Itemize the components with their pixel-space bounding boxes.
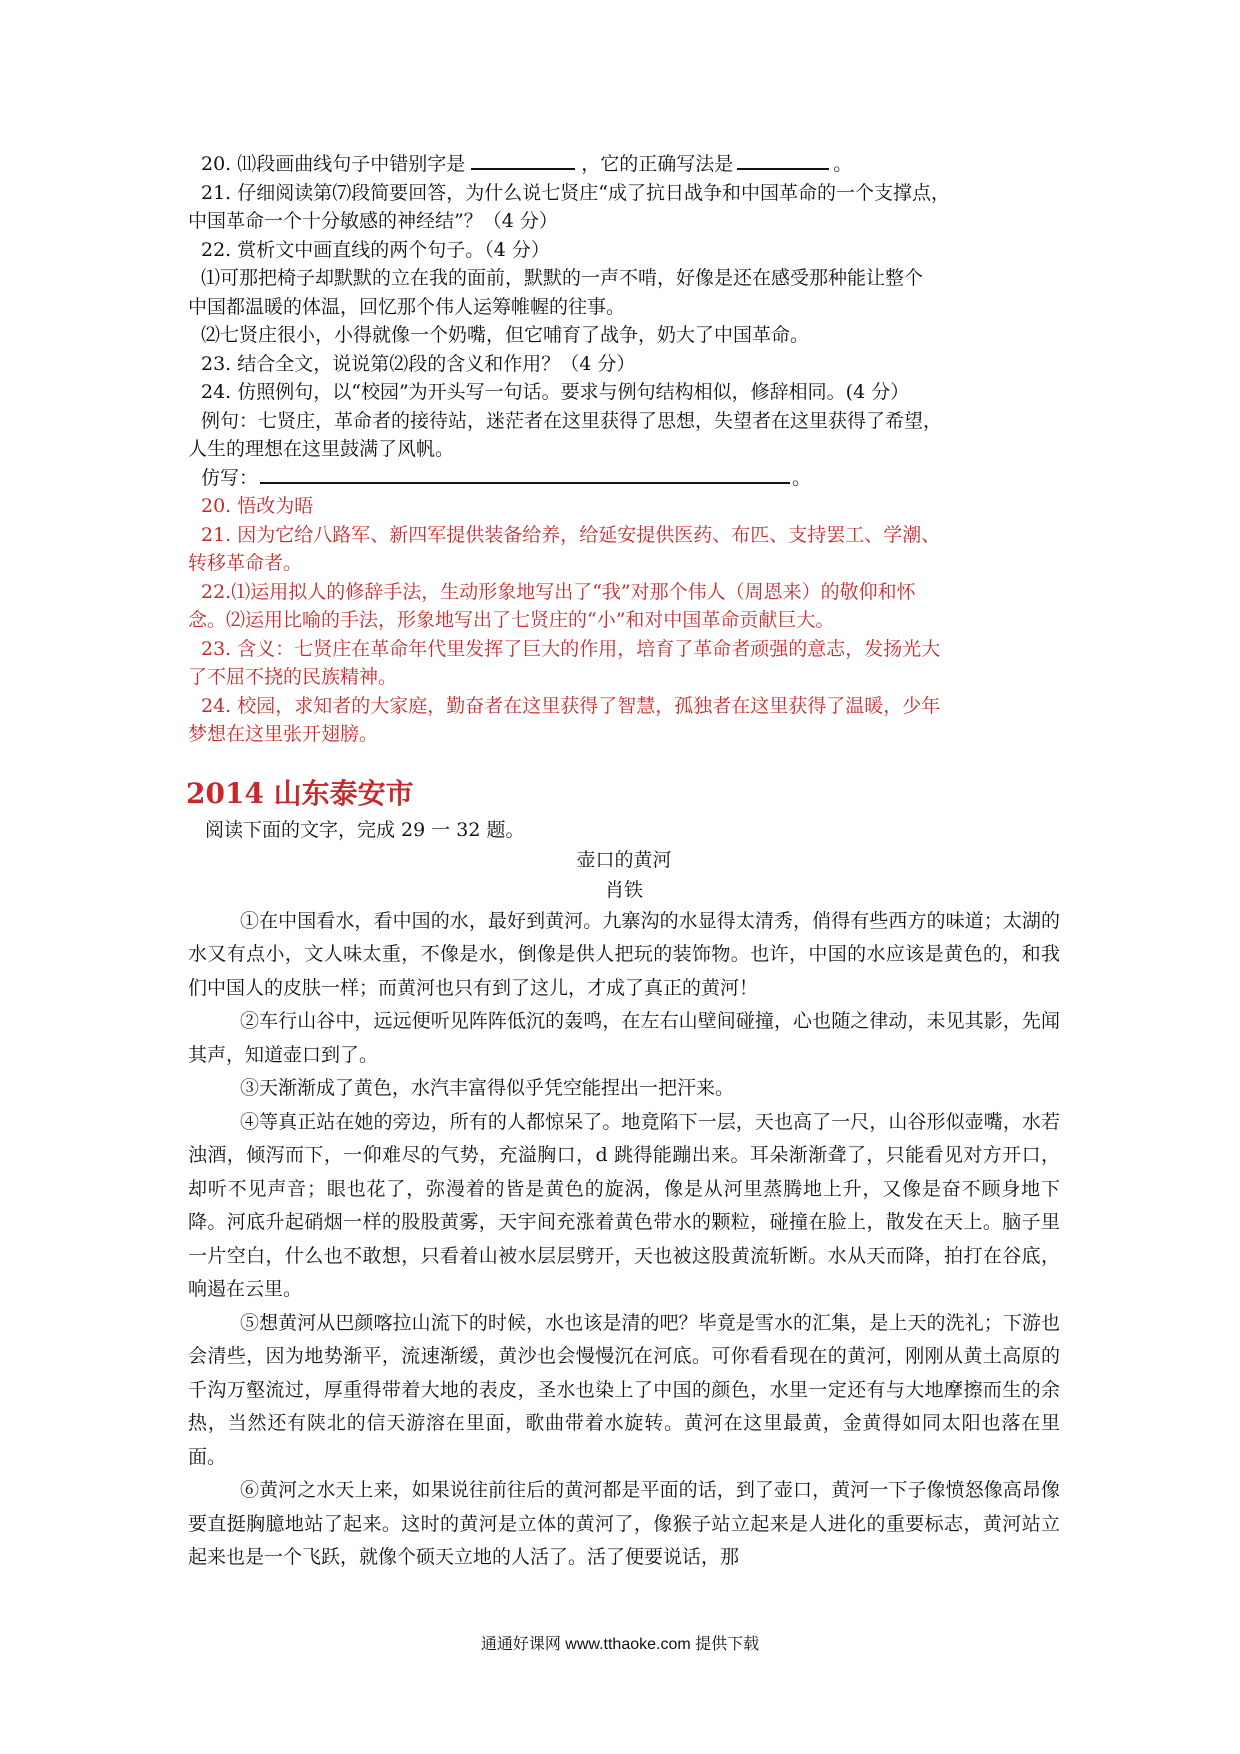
- article-paragraph-6: ⑥黄河之水天上来，如果说往前往后的黄河都是平面的话，到了壶口，黄河一下子像愤怒像高昂像要直挺胸臆地站了起来。这时的黄河是立体的黄河了，像猴子站立起来是人进化的重要标志，黄河站立起来也是一个飞跃，就像个硕天立地的人活了。活了便要说话，那: [188, 1479, 1060, 1568]
- answer-22-line1: 22.⑴运用拟人的修辞手法，生动形象地写出了“我”对那个伟人（周恩来）的敬仰和怀: [201, 580, 916, 603]
- question-21-line1: 21. 仔细阅读第⑺段简要回答，为什么说七贤庄“成了抗日战争和中国革命的一个支撑点，: [201, 181, 950, 204]
- answer-blank-3: [260, 464, 790, 484]
- answer-23-line2: 了不屈不挠的民族精神。: [188, 666, 398, 688]
- question-22: 22. 赏析文中画直线的两个句子。（4 分）: [201, 238, 550, 261]
- question-21-line2: 中国革命一个十分敏感的神经结”？（4 分）: [188, 210, 558, 232]
- article-paragraph-3: ③天渐渐成了黄色，水汽丰富得似乎凭空能捏出一把汗来。: [240, 1077, 735, 1099]
- page-footer: 通通好课网 www.tthaoke.com 提供下载: [480, 1636, 760, 1653]
- question-24-imitate: [188, 464, 1060, 493]
- article-title: 壶口的黄河: [576, 848, 672, 871]
- question-24-example-line1: 例句：七贤庄，革命者的接待站，迷茫者在这里获得了思想，失望者在这里获得了希望，: [201, 409, 943, 432]
- answer-22-line2: 念。⑵运用比喻的手法，形象地写出了七贤庄的“小”和对中国革命贡献巨大。: [188, 609, 835, 631]
- imitate-end: 。: [792, 466, 812, 489]
- answer-blank-2: [737, 150, 829, 170]
- article-paragraph-2: ②车行山谷中，远远便听见阵阵低沉的轰鸣，在左右山壁间碰撞，心也随之律动，未见其影，先闻其声，知道壶口到了。: [188, 1010, 1060, 1066]
- answer-21-line2: 转移革命者。: [188, 552, 303, 574]
- document-page: [188, 150, 1060, 1575]
- answer-24-line2: 梦想在这里张开翅膀。: [188, 723, 379, 745]
- answer-23-line1: 23. 含义：七贤庄在革命年代里发挥了巨大的作用，培育了革命者顽强的意志，发扬光大: [201, 637, 941, 660]
- answer-20: 20. 悟改为晤: [201, 495, 314, 517]
- question-20-end: 。: [833, 153, 853, 175]
- question-22-1-line2: 中国都温暖的体温，回忆那个伟人运筹帷幄的往事。: [188, 295, 626, 318]
- question-23: 23. 结合全文，说说第⑵段的含义和作用？（4 分）: [201, 352, 636, 375]
- imitate-label: 仿写：: [201, 466, 259, 489]
- question-20: [188, 150, 1060, 179]
- article-paragraph-1: ①在中国看水，看中国的水，最好到黄河。九寨沟的水显得太清秀，俏得有些西方的味道；太湖的水又有点小，文人味太重，不像是水，倒像是供人把玩的装饰物。也许，中国的水应该是黄色的，和我们中国人的皮肤一样；而黄河也只有到了这儿，才成了真正的黄河！: [188, 909, 1060, 999]
- article-paragraph-4: ④等真正站在她的旁边，所有的人都惊呆了。地竟陷下一层，天也高了一尺，山谷形似壶嘴，水若浊酒，倾泻而下，一仰难尽的气势，充溢胸口，d 跳得能蹦出来。耳朵渐渐聋了，只能看见对方开口，却听不见声音；眼也花了，弥漫着的皆是黄色的旋涡，像是从河里蒸腾地上升，又像是奋不顾身地下降。河底升起硝烟一样的股股黄雾，天宇间充涨着黄色带水的颗粒，碰撞在脸上，散发在天上。脑子里一片空白，什么也不敢想，只看着山被水层层劈开，天也被这股黄流斩断。水从天而降，拍打在谷底，响遏在云里。: [188, 1110, 1060, 1300]
- answer-24-line1: 24. 校园，求知者的大家庭，勤奋者在这里获得了智慧，孤独者在这里获得了温暖，少年: [201, 694, 941, 717]
- question-22-2: ⑵七贤庄很小，小得就像一个奶嘴，但它哺育了战争，奶大了中国革命。: [201, 324, 810, 346]
- article-paragraph-5: ⑤想黄河从巴颜喀拉山流下的时候，水也该是清的吧？毕竟是雪水的汇集，是上天的洗礼；下游也会清些，因为地势渐平，流速渐缓，黄沙也会慢慢沉在河底。可你看看现在的黄河，刚刚从黄土高原的千沟万壑流过，厚重得带着大地的表皮，圣水也染上了中国的颜色，水里一定还有与大地摩擦而生的余热，当然还有陕北的信天游溶在里面，歌曲带着水旋转。黄河在这里最黄，金黄得如同太阳也落在里面。: [188, 1311, 1060, 1468]
- section-intro: 阅读下面的文字，完成 29 一 32 题。: [205, 818, 525, 841]
- question-24-example-line2: 人生的理想在这里鼓满了风帆。: [188, 438, 455, 460]
- question-24: 24. 仿照例句，以“校园”为开头写一句话。要求与例句结构相似，修辞相同。(4 分）: [201, 381, 910, 403]
- answer-21-line1: 21. 因为它给八路军、新四军提供装备给养，给延安提供医药、布匹、支持罢工、学潮、: [201, 523, 941, 546]
- section-title: 2014 山东泰安市: [186, 776, 414, 810]
- question-20-text: 20. ⑾段画曲线句子中错别字是: [201, 153, 466, 175]
- answer-blank-1: [471, 150, 575, 170]
- article-author: 肖铁: [604, 878, 643, 901]
- question-20-middle: ，它的正确写法是: [581, 153, 734, 175]
- question-22-1-line1: ⑴可那把椅子却默默的立在我的面前，默默的一声不啃，好像是还在感受那种能让整个: [201, 267, 924, 289]
